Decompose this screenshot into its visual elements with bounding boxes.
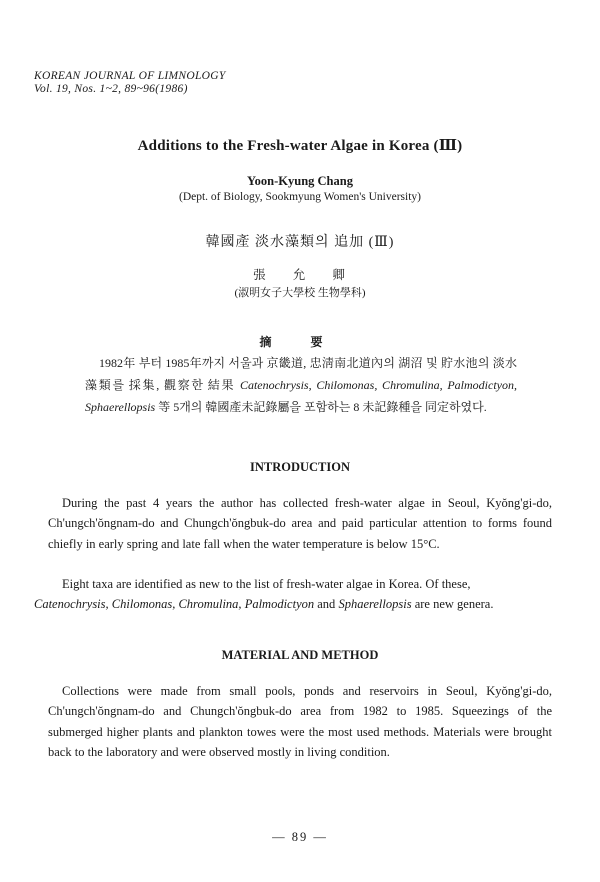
author-name: Yoon-Kyung Chang	[247, 174, 353, 188]
genus-name: Chilomonas,	[111, 597, 176, 612]
abstract-body	[85, 352, 517, 418]
introduction-heading: INTRODUCTION	[249, 460, 350, 474]
methods-paragraph-1: Collections were made from small pools, ponds and reservoirs in Seoul, Kyŏng'gi-do, Ch'ungch'ŏngnam-do and Chungch'ŏngbuk-do area from 1982 to 1985. Squeezings of the submerged higher plants and plankton towes were the most used methods. Materials were brought back to the laboratory and were observed mostly in living condition.	[48, 684, 552, 759]
genus-name: Sphaerellopsis	[338, 597, 412, 612]
page-number: — 89 —	[272, 830, 328, 844]
author-affiliation: (Dept. of Biology, Sookmyung Women's University)	[179, 191, 421, 203]
korean-title: 韓國產 淡水藻類의 追加 (Ⅲ)	[205, 235, 395, 250]
abstract-genera: Catenochrysis, Chilomonas, Chromulina, Palmodictyon,	[239, 378, 518, 392]
abstract-heading: 摘 要	[259, 335, 341, 349]
methods-heading: MATERIAL AND METHOD	[221, 648, 379, 662]
abstract-text-end: 等 5개의 韓國產未記錄屬을 포함하는 8 未記錄種을 同定하였다.	[155, 400, 487, 414]
journal-name: KOREAN JOURNAL OF LIMNOLOGY	[34, 70, 226, 82]
abstract-text: 1982年 부터 1985年까지 서울과 京畿道, 忠淸南北道內의 湖沼 및 貯水池의 淡水藻類를 採集, 觀察한 結果	[85, 356, 517, 392]
paper-title: Additions to the Fresh-water Algae in Korea (Ⅲ)	[137, 138, 463, 154]
abstract-genus: Sphaerellopsis	[85, 400, 156, 414]
intro-para2-tail: are new genera.	[414, 597, 494, 612]
intro-para2-text: Eight taxa are identified as new to the list of fresh-water algae in Korea. Of these,	[62, 577, 471, 591]
genus-name: Catenochrysis,	[34, 597, 109, 612]
introduction-paragraph-1: During the past 4 years the author has collected fresh-water algae in Seoul, Kyŏng'gi-do, Ch'ungch'ŏngnam-do and Chungch'ŏngbuk-do area and paid particular attention to forms found chiefly in early spring and late fall when the water temperature is below 15°C.	[48, 496, 552, 551]
korean-author: 張 允 卿	[253, 268, 347, 282]
and-word: and	[317, 597, 336, 612]
introduction-paragraph-2	[34, 574, 552, 615]
journal-citation: Vol. 19, Nos. 1~2, 89~96(1986)	[34, 83, 188, 95]
journal-header	[34, 70, 226, 96]
genus-name: Chromulina,	[178, 597, 242, 612]
genus-name: Palmodictyon	[244, 597, 315, 612]
korean-affiliation: (淑明女子大學校 生物學科)	[234, 287, 366, 299]
